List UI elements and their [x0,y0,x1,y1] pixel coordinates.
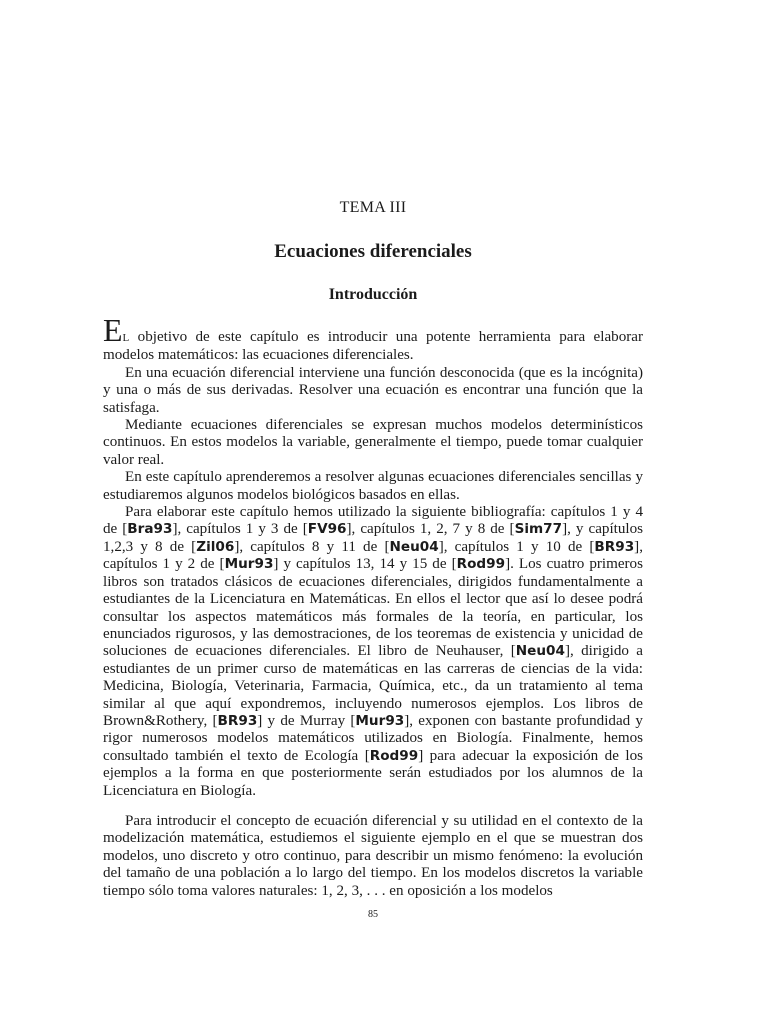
paragraph-bibliography [103,504,643,800]
document-page [103,0,643,1024]
paragraph-models: Mediante ecuaciones diferenciales se expresan muchos modelos determinísticos continuos. En estos modelos la variable, generalmente el tiempo, puede tomar cualquier valor real. [103,417,643,468]
citation-link[interactable]: Neu04 [515,643,565,660]
text-run: ], capítulos 1 y 10 de [ [438,538,595,555]
citation-link[interactable]: Rod99 [369,747,419,764]
text-run: ], capítulos 1 y 3 de [ [172,521,308,538]
page-number: 85 [368,909,378,920]
text-run: ], exponen con bastante profundidad y rigor numerosos modelos matemáticos utilizados en Biología. Finalmente, hemos consultado también el texto de Ecología [ [103,712,643,764]
citation-link[interactable]: Neu04 [389,538,439,555]
text-run: Para elaborar este capítulo hemos utilizado la siguiente bibliografía: capítulos 1 y 4 de [ [103,504,643,538]
paragraph-chapter-aim: En este capítulo aprenderemos a resolver algunas ecuaciones diferenciales sencillas y estudiaremos algunos modelos biológicos basados en ellas. [103,469,643,503]
text-run: ], y capítulos 1,2,3 y 8 de [ [103,521,643,555]
citation-link[interactable]: Mur93 [355,712,405,729]
citation-link[interactable]: Rod99 [456,556,506,573]
citation-link[interactable]: BR93 [594,538,635,555]
paragraph-example-intro: Para introducir el concepto de ecuación diferencial y su utilidad en el contexto de la modelización matemática, estudiemos el siguiente ejemplo en el que se muestran dos modelos, uno discreto y otro continuo, para describir un mismo fenómeno: la evolución del tamaño de una población a lo largo del tiempo. En los modelos discretos la variable tiempo sólo toma valores naturales: 1, 2, 3, . . . en oposición a los modelos [103,812,643,899]
citation-link[interactable]: Zil06 [196,538,235,555]
chapter-title: Ecuaciones diferenciales [274,241,472,262]
small-caps-text: L [122,332,130,344]
text-run: ] y de Murray [ [257,712,356,729]
citation-link[interactable]: FV96 [307,521,347,538]
section-title: Introducción [328,286,418,303]
paragraph-definition: En una ecuación diferencial interviene una función desconocida (que es la incógnita) y una o más de sus derivadas. Resolver una ecuación es encontrar una función que la satisfaga. [103,364,643,416]
text-run: ] y capítulos 13, 14 y 15 de [ [273,556,457,573]
chapter-label: TEMA III [339,199,407,216]
citation-link[interactable]: BR93 [217,712,258,729]
citation-link[interactable]: Bra93 [127,521,173,538]
drop-cap: E [103,312,123,348]
paragraph-text: objetivo de este capítulo es introducir una potente herramienta para elaborar modelos matemáticos: las ecuaciones diferenciales. [103,329,643,364]
text-run: ], capítulos 8 y 11 de [ [234,538,390,555]
text-run: ] para adecuar la exposición de los ejemplos a la forma en que posteriormente serán estudiados por los alumnos de la Licenciatura en Biología. [103,747,643,799]
text-run: ], capítulos 1 y 2 de [ [103,538,643,573]
citation-link[interactable]: Mur93 [224,556,274,573]
citation-link[interactable]: Sim77 [514,521,563,538]
text-run: ], capítulos 1, 2, 7 y 8 de [ [346,521,515,538]
text-run: ], dirigido a estudiantes de un primer curso de matemáticas en las carreras de ciencias de la vida: Medicina, Biología, Veterinaria, Farmacia, Química, etc., da un tratamiento al tema similar al que aquí expondremos, incluyendo numerosos ejemplos. Los libros de Brown&Rothery, [ [103,643,643,729]
paragraph-intro [103,312,643,365]
body-text [103,312,643,900]
text-run: ]. Los cuatro primeros libros son tratados clásicos de ecuaciones diferenciales, dirigidos fundamentalmente a estudiantes de la Licenciatura en Matemáticas. En ellos el lector que así lo desee podrá consultar los aspectos matemáticos más formales de la teoría, en particular, los enunciados rigurosos, y las demostraciones, de los teoremas de existencia y unicidad de soluciones de ecuaciones diferenciales. El libro de Neuhauser, [ [103,556,643,660]
